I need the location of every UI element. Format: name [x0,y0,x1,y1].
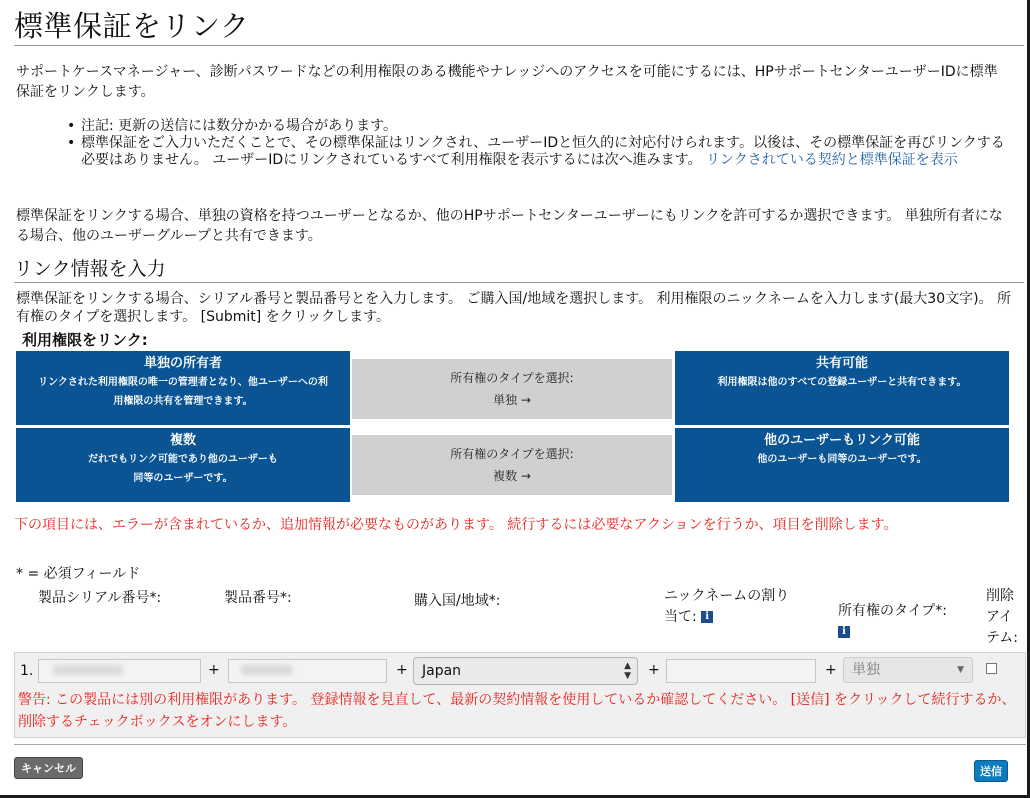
info-icon[interactable]: i [701,611,713,623]
note-text: 注記: 更新の送信には数分かかる場合があります。 [81,118,398,134]
others-can-link-title: 他のユーザーもリンク可能 [764,433,920,448]
ownership-info-wrap [838,622,968,643]
notes-list [67,118,1012,169]
serial-header: 製品シリアル番号*: [38,590,162,606]
single-owner-desc-2: 用権限の共有を管理できます。 [113,396,253,407]
select-single-label: 所有権のタイプを選択: [450,371,574,385]
nickname-header [664,586,814,628]
select-arrows-icon: ▲ ▼ [624,661,631,681]
link-note-text: 標準保証をご入力いただくことで、その標準保証はリンクされ、ユーザーIDと恒久的に対応付けられます。以後は、その標準保証を再びリンクする必要はありません。 ユーザーIDにリンクされているすべて利用権限を表示するには次へ進みます。 [81,135,1005,168]
required-note: * = 必須フィールド [16,566,141,582]
shareable-title: 共有可能 [815,356,868,371]
error-message: 下の項目には、エラーが含まれているか、追加情報が必要なものがあります。 続行するには必要なアクションを行うか、項目を削除します。 [14,517,898,533]
submit-button[interactable]: 送信 [974,760,1008,782]
select-single-box[interactable] [352,359,672,419]
info-icon[interactable]: i [838,626,850,638]
link-entitlement-title: 利用権限をリンク: [22,331,148,349]
select-multiple-box[interactable] [352,435,672,495]
nickname-header-line2 [664,607,814,628]
instructions-text: 標準保証をリンクする場合、シリアル番号と製品番号とを入力します。 ご購入国/地域を選択します。 利用権限のニックネームを入力します(最大30文字)。 所有権のタイプを選択します。 [Submit] をクリックします。 [16,291,1012,325]
delete-item-checkbox[interactable] [986,663,997,674]
delete-item-header [986,586,1026,649]
title-divider [14,45,1024,46]
plus-sign: + [208,662,220,678]
section-divider [14,282,1024,283]
product-number-input[interactable] [228,659,387,683]
plus-sign: + [825,662,837,678]
single-owner-desc-1: リンクされた利用権限の唯一の管理者となり、他ユーザーへの利 [38,377,328,388]
redacted-value [53,665,123,675]
ownership-select-value: 単独 [852,662,880,678]
multiple-owner-box[interactable] [16,428,350,502]
footer-divider [14,744,1026,745]
row-number: 1. [20,663,34,679]
country-header: 購入国/地域*: [414,593,501,609]
product-header: 製品番号*: [224,590,292,606]
others-can-link-box[interactable] [675,428,1009,502]
nickname-input[interactable] [666,659,816,683]
ownership-type-header [838,601,968,643]
ownership-type-header-text: 所有権のタイプ*: [838,603,948,619]
multiple-desc-1: だれでもリンク可能であり他のユーザーも [88,454,278,465]
shareable-desc: 利用権限は他のすべての登録ユーザーと共有できます。 [717,377,967,388]
ownership-intro-text: 標準保証をリンクする場合、単独の資格を持つユーザーとなるか、他のHPサポートセンターユーザーにもリンクを許可するか選択できます。 単独所有者になる場合、他のユーザーグループと共有できます。 [16,208,1003,244]
cancel-button[interactable]: キャンセル [14,757,83,779]
chevron-down-icon: ▼ [957,665,964,675]
select-single-value: 単独 → [493,393,531,407]
others-can-link-desc: 他のユーザーも同等のユーザーです。 [757,454,927,465]
ownership-type-select[interactable] [843,657,973,683]
redacted-value [241,665,293,675]
select-multiple-label: 所有権のタイプを選択: [450,447,574,461]
intro-text: サポートケースマネージャー、診断パスワードなどの利用権限のある機能やナレッジへのアクセスを可能にするには、HPサポートセンターユーザーIDに標準保証をリンクします。 [16,64,998,100]
country-select-value: Japan [422,663,462,679]
warning-message: 警告: この製品には別の利用権限があります。 登録情報を見直して、最新の契約情報を使用しているか確認してください。 [送信] をクリックして続行するか、削除するチェックボックスをオンにします。 [18,692,1016,730]
delete-header-line2: アイ [986,609,1013,625]
select-multiple-value: 複数 → [493,469,531,483]
view-linked-contracts-link[interactable]: リンクされている契約と標準保証を表示 [705,152,958,168]
single-owner-box[interactable] [16,351,350,425]
delete-header-line3: テム: [986,630,1019,646]
shareable-box[interactable] [675,351,1009,425]
country-select[interactable] [413,657,638,685]
note-item [67,118,1012,135]
nickname-header-line1: ニックネームの割り [664,588,790,604]
serial-number-input[interactable] [38,659,201,683]
link-note-item [67,135,1012,169]
page-title: 標準保証をリンク [14,9,250,43]
plus-sign: + [396,662,408,678]
multiple-title: 複数 [169,433,196,448]
single-owner-title: 単独の所有者 [143,356,222,371]
section-heading: リンク情報を入力 [14,258,166,280]
multiple-desc-2: 同等のユーザーです。 [133,473,233,484]
plus-sign: + [648,662,660,678]
delete-header-line1: 削除 [986,588,1014,604]
nickname-header-text: 当て: [664,609,697,625]
